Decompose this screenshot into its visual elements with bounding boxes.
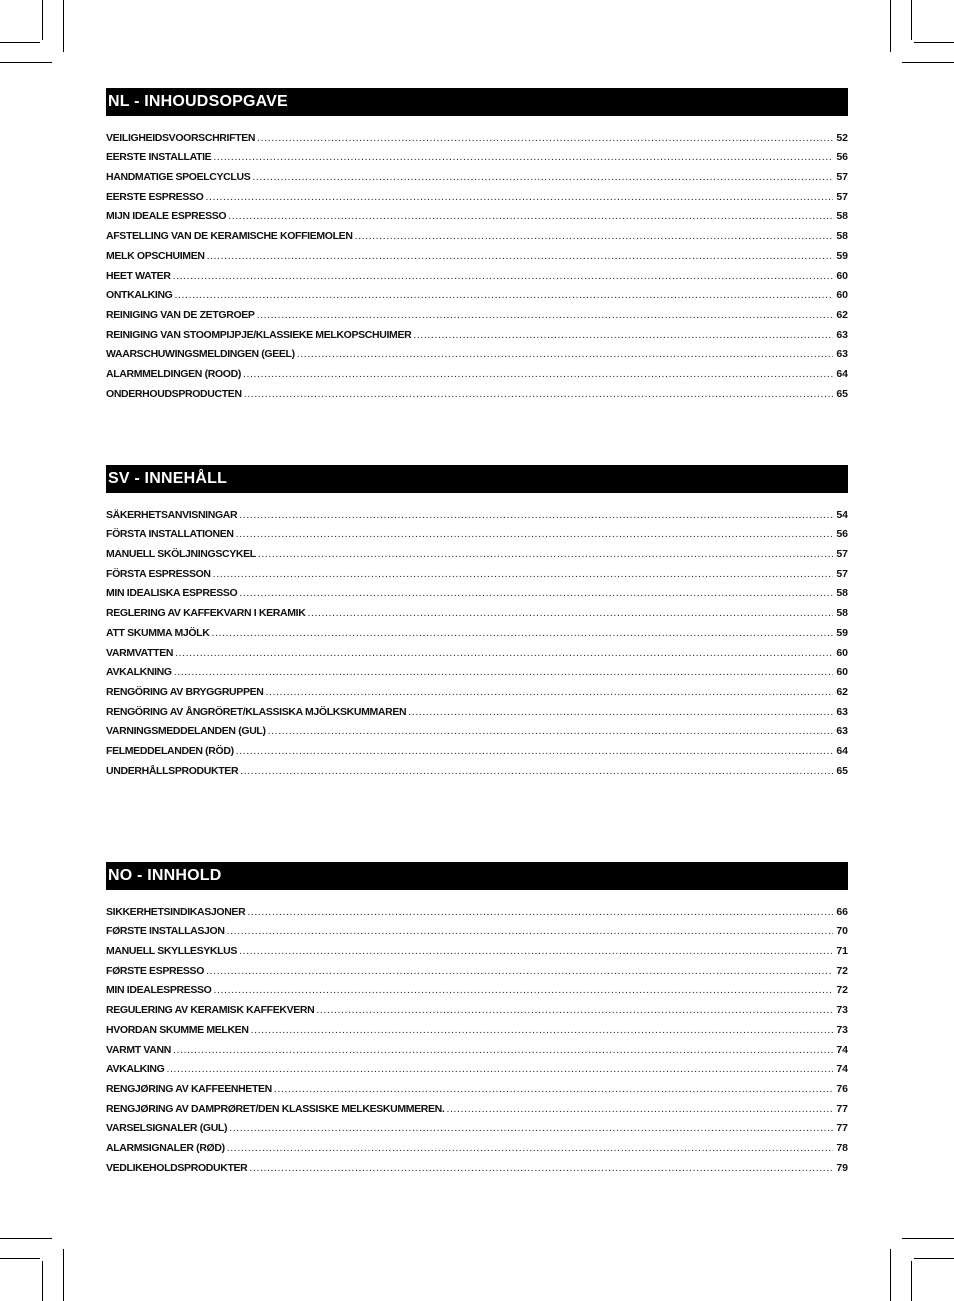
toc-entry [106,937,848,957]
dot-leader [227,1142,833,1154]
toc-entry-label: FÖRSTA INSTALLATIONEN [106,528,234,541]
dot-leader [243,368,833,380]
toc-entry-label: ONTKALKING [106,289,173,302]
toc-entry [106,977,848,997]
dot-leader [175,289,834,301]
toc-entry-label: VARSELSIGNALER (GUL) [106,1122,228,1135]
toc-entry [106,1016,848,1036]
toc-entry-label: ONDERHOUDSPRODUCTEN [106,387,242,400]
toc-entry [106,183,848,203]
toc-entry [106,1115,848,1135]
crop-mark-top-left-v1 [42,0,43,40]
toc-entry [106,282,848,302]
crop-mark-top-left-v2 [63,0,64,52]
toc-entry-label: AVKALKING [106,1063,165,1076]
toc-entry-label: AVKALKNING [106,666,172,679]
toc-entry-page-number: 59 [836,626,848,639]
toc-entry-page-number: 62 [836,685,848,698]
dot-leader [236,745,833,757]
crop-mark-bottom-right-v2 [890,1249,891,1301]
toc-entry [106,1154,848,1174]
toc-entry [106,737,848,757]
toc-entry-label: RENGÖRING AV ÅNGRÖRET/KLASSISKA MJÖLKSKUMMAREN [106,705,407,718]
toc-entry-page-number: 56 [836,151,848,164]
dot-leader [239,509,833,521]
toc-entry-page-number: 70 [836,925,848,938]
dot-leader [244,388,833,400]
toc-entry [106,222,848,242]
dot-leader [265,686,833,698]
toc-entry-page-number: 65 [836,764,848,777]
toc-entry-page-number: 77 [836,1122,848,1135]
crop-mark-top-right-v2 [890,0,891,52]
dot-leader [239,587,833,599]
toc-entry-page-number: 65 [836,387,848,400]
toc-list [106,124,848,400]
toc-entry-label: REGULERING AV KERAMISK KAFFEKVERN [106,1004,315,1017]
toc-entry [106,144,848,164]
toc-entry-page-number: 63 [836,348,848,361]
toc-entry [106,124,848,144]
toc-entry [106,698,848,718]
toc-entry [106,242,848,262]
toc-entry [106,321,848,341]
toc-entry [106,718,848,738]
toc-entry-page-number: 58 [836,587,848,600]
crop-mark-bottom-left-h2 [0,1238,52,1239]
toc-entry [106,1036,848,1056]
toc-list [106,501,848,777]
toc-section-nl [106,88,848,400]
toc-entry-label: REINIGING VAN STOOMPIJPJE/KLASSIEKE MELKOPSCHUIMER [106,328,412,341]
dot-leader [268,725,833,737]
dot-leader [316,1004,833,1016]
toc-entry [106,599,848,619]
dot-leader [247,906,833,918]
toc-entry-page-number: 58 [836,230,848,243]
dot-leader [173,270,833,282]
toc-entry-page-number: 63 [836,725,848,738]
toc-entry-page-number: 79 [836,1161,848,1174]
toc-entry-page-number: 74 [836,1063,848,1076]
toc-entry-label: RENGÖRING AV BRYGGRUPPEN [106,685,264,698]
toc-entry [106,1095,848,1115]
toc-entry-page-number: 64 [836,367,848,380]
toc-entry-page-number: 63 [836,705,848,718]
toc-entry-page-number: 57 [836,171,848,184]
dot-leader [214,984,834,996]
toc-entry [106,540,848,560]
toc-entry-label: FÖRSTA ESPRESSON [106,567,211,580]
toc-section-sv [106,465,848,777]
dot-leader [413,329,833,341]
toc-entry [106,639,848,659]
toc-entry-label: HVORDAN SKUMME MELKEN [106,1023,249,1036]
crop-mark-top-right-v1 [911,0,912,40]
toc-entry [106,1056,848,1076]
toc-entry-label: SÄKERHETSANVISNINGAR [106,508,238,521]
toc-entry [106,163,848,183]
toc-entry-label: AFSTELLING VAN DE KERAMISCHE KOFFIEMOLEN [106,230,353,243]
toc-entry-page-number: 73 [836,1023,848,1036]
toc-entry [106,678,848,698]
toc-entry-label: HANDMATIGE SPOELCYCLUS [106,171,251,184]
dot-leader [258,548,833,560]
toc-entry-label: REGLERING AV KAFFEKVARN I KERAMIK [106,607,306,620]
toc-entry-label: ATT SKUMMA MJÖLK [106,626,210,639]
dot-leader [307,607,833,619]
toc-entry-label: SIKKERHETSINDIKASJONER [106,905,246,918]
toc-entry-page-number: 60 [836,646,848,659]
toc-entry-page-number: 77 [836,1102,848,1115]
toc-entry-page-number: 57 [836,567,848,580]
dot-leader [240,765,833,777]
toc-entry-page-number: 60 [836,666,848,679]
toc-entry-page-number: 58 [836,210,848,223]
dot-leader [213,568,833,580]
toc-entry [106,659,848,679]
toc-entry-page-number: 74 [836,1043,848,1056]
toc-entry-page-number: 58 [836,607,848,620]
toc-entry-label: FØRSTE ESPRESSO [106,964,205,977]
dot-leader [174,666,833,678]
dot-leader [173,1044,833,1056]
dot-leader [206,965,833,977]
dot-leader [175,647,833,659]
toc-entry-label: FØRSTE INSTALLASJON [106,925,225,938]
toc-entry [106,360,848,380]
toc-entry-page-number: 60 [836,269,848,282]
toc-entry-page-number: 60 [836,289,848,302]
toc-entry-page-number: 72 [836,964,848,977]
toc-entry [106,996,848,1016]
toc-entry-label: MIN IDEALESPRESSO [106,984,212,997]
toc-entry [106,957,848,977]
dot-leader [408,706,833,718]
dot-leader [257,309,833,321]
dot-leader [239,945,833,957]
toc-entry [106,501,848,521]
crop-mark-top-left-h2 [0,62,52,63]
dot-leader [211,627,833,639]
toc-list [106,898,848,1174]
crop-mark-bottom-right-v1 [911,1261,912,1301]
toc-entry-page-number: 72 [836,984,848,997]
toc-entry [106,898,848,918]
dot-leader [274,1083,833,1095]
toc-entry-page-number: 66 [836,905,848,918]
toc-entry [106,521,848,541]
toc-entry-label: ALARMMELDINGEN (ROOD) [106,367,241,380]
toc-entry-label: VARMVATTEN [106,646,174,659]
dot-leader [213,151,833,163]
dot-leader [228,210,833,222]
toc-entry-label: MIJN IDEALE ESPRESSO [106,210,227,223]
toc-entry-label: RENGJØRING AV DAMPRØRET/DEN KLASSISKE MELKESKUMMEREN. [106,1102,445,1115]
toc-entry-page-number: 62 [836,308,848,321]
dot-leader [205,191,833,203]
dot-leader [251,1024,833,1036]
crop-mark-bottom-left-v2 [63,1249,64,1301]
toc-entry-label: MANUELL SKÖLJNINGSCYKEL [106,548,256,561]
toc-entry [106,1134,848,1154]
toc-entry-page-number: 73 [836,1004,848,1017]
crop-mark-bottom-left-v1 [42,1261,43,1301]
toc-entry-label: RENGJØRING AV KAFFEENHETEN [106,1082,272,1095]
dot-leader [355,230,833,242]
toc-entry-label: HEET WATER [106,269,171,282]
dot-leader [236,528,833,540]
crop-mark-bottom-right-h1 [914,1258,954,1259]
toc-entry [106,203,848,223]
crop-mark-bottom-left-h1 [0,1258,40,1259]
toc-entry-label: FELMEDDELANDEN (RÖD) [106,744,234,757]
crop-mark-bottom-right-h2 [902,1238,954,1239]
toc-entry-page-number: 52 [836,131,848,144]
toc-section-no [106,862,848,1174]
section-heading: NL - INHOUDSOPGAVE [106,88,848,116]
toc-entry-page-number: 57 [836,190,848,203]
dot-leader [167,1063,834,1075]
toc-entry-label: MANUELL SKYLLESYKLUS [106,945,238,958]
toc-entry-page-number: 78 [836,1141,848,1154]
dot-leader [297,348,833,360]
toc-entry-page-number: 63 [836,328,848,341]
toc-entry-label: REINIGING VAN DE ZETGROEP [106,308,255,321]
toc-entry-page-number: 71 [836,945,848,958]
toc-entry-label: UNDERHÅLLSPRODUKTER [106,764,239,777]
dot-leader [229,1122,833,1134]
section-heading: NO - INNHOLD [106,862,848,890]
toc-entry-page-number: 54 [836,508,848,521]
crop-mark-top-right-h1 [914,42,954,43]
toc-entry [106,580,848,600]
section-heading: SV - INNEHÅLL [106,465,848,493]
toc-entry [106,380,848,400]
toc-entry [106,301,848,321]
toc-entry [106,918,848,938]
toc-entry-page-number: 56 [836,528,848,541]
dot-leader [207,250,833,262]
toc-entry-label: MELK OPSCHUIMEN [106,249,205,262]
toc-entry-label: ALARMSIGNALER (RØD) [106,1141,225,1154]
toc-entry-page-number: 57 [836,548,848,561]
toc-entry-label: VARNINGSMEDDELANDEN (GUL) [106,725,266,738]
toc-entry-label: EERSTE ESPRESSO [106,190,204,203]
toc-entry-label: VEDLIKEHOLDSPRODUKTER [106,1161,248,1174]
toc-entry [106,341,848,361]
toc-entry-label: VARMT VANN [106,1043,171,1056]
toc-entry [106,757,848,777]
toc-entry [106,619,848,639]
dot-leader [446,1103,833,1115]
toc-entry-page-number: 64 [836,744,848,757]
toc-entry-page-number: 76 [836,1082,848,1095]
dot-leader [249,1162,833,1174]
toc-entry [106,560,848,580]
crop-mark-top-right-h2 [902,62,954,63]
crop-mark-top-left-h1 [0,42,40,43]
dot-leader [252,171,833,183]
toc-entry-page-number: 59 [836,249,848,262]
toc-entry [106,1075,848,1095]
toc-entry-label: WAARSCHUWINGSMELDINGEN (GEEL) [106,348,295,361]
dot-leader [227,925,833,937]
toc-entry [106,262,848,282]
dot-leader [257,132,833,144]
toc-entry-label: VEILIGHEIDSVOORSCHRIFTEN [106,131,256,144]
toc-entry-label: EERSTE INSTALLATIE [106,151,212,164]
toc-entry-label: MIN IDEALISKA ESPRESSO [106,587,238,600]
